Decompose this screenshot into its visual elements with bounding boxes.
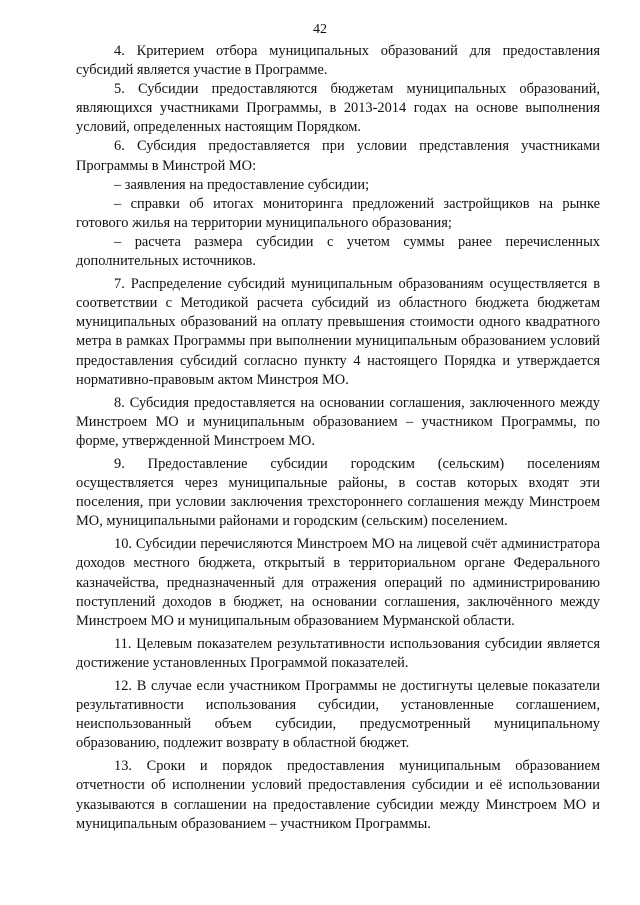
document-body xyxy=(76,42,600,834)
paragraph-item-7: 7. Распределение субсидий муниципальным образованиям осуществляется в соответствии с Методикой расчета субсидий из областного бюджета бюджетам муниципальных образований на оплату превышения стоимости одного квадратного метра в рамках Программы при выполнении муниципальным образованием условий предоставления субсидий согласно пункту 4 настоящего Порядка и утверждается нормативно-правовым актом Минстроя МО. xyxy=(76,276,600,388)
paragraph-item-12: 12. В случае если участником Программы не достигнуты целевые показатели результативности использования субсидии, установленные соглашением, неиспользованный объем субсидии, предусмотренный муниципальному образованию, подлежит возврату в областной бюджет. xyxy=(76,678,600,752)
paragraph-item-4: 4. Критерием отбора муниципальных образований для предоставления субсидий является участие в Программе. xyxy=(76,43,600,79)
paragraph-item-8: 8. Субсидия предоставляется на основании соглашения, заключенного между Минстроем МО и муниципальным образованием – участником Программы, по форме, утвержденной Минстроем МО. xyxy=(76,394,600,449)
paragraph-item-10: 10. Субсидии перечисляются Минстроем МО на лицевой счёт администратора доходов местного бюджета, открытый в территориальном органе Федерального казначейства, предназначенный для отражения операций по администрированию поступлений доходов в бюджет, на основании соглашения, заключённого между Минстроем МО и муниципальным образованием Мурманской области. xyxy=(76,536,600,629)
list-item-monitoring-certificate: – справки об итогах мониторинга предложений застройщиков на рынке готового жилья на территории муниципального образования; xyxy=(76,195,600,231)
list-item-subsidy-calculation: – расчета размера субсидии с учетом суммы ранее перечисленных дополнительных источников. xyxy=(76,233,600,270)
paragraph-item-6: 6. Субсидия предоставляется при условии представления участниками Программы в Минстрой МО: xyxy=(76,138,600,174)
paragraph-item-11: 11. Целевым показателем результативности использования субсидии является достижение установленных Программой показателей. xyxy=(76,635,600,671)
page-number: 42 xyxy=(313,22,327,37)
paragraph-item-13: 13. Сроки и порядок предоставления муниципальным образованием отчетности об исполнении условий предоставления субсидии и её использовании указываются в соглашении на предоставление субсидии между Минстроем МО и муниципальным образованием – участником Программы. xyxy=(76,758,600,832)
paragraph-item-5: 5. Субсидии предоставляются бюджетам муниципальных образований, являющихся участниками Программы, в 2013-2014 годах на основе выполнения условий, определенных настоящим Порядком. xyxy=(76,81,600,136)
paragraph-item-9: 9. Предоставление субсидии городским (сельским) поселениям осуществляется через муниципальные районы, в состав которых входят эти поселения, при условии заключения трехстороннего соглашения между Минстроем МО, муниципальными районами и городским (сельским) поселением. xyxy=(76,455,600,530)
list-item-application: – заявления на предоставление субсидии; xyxy=(114,176,370,193)
